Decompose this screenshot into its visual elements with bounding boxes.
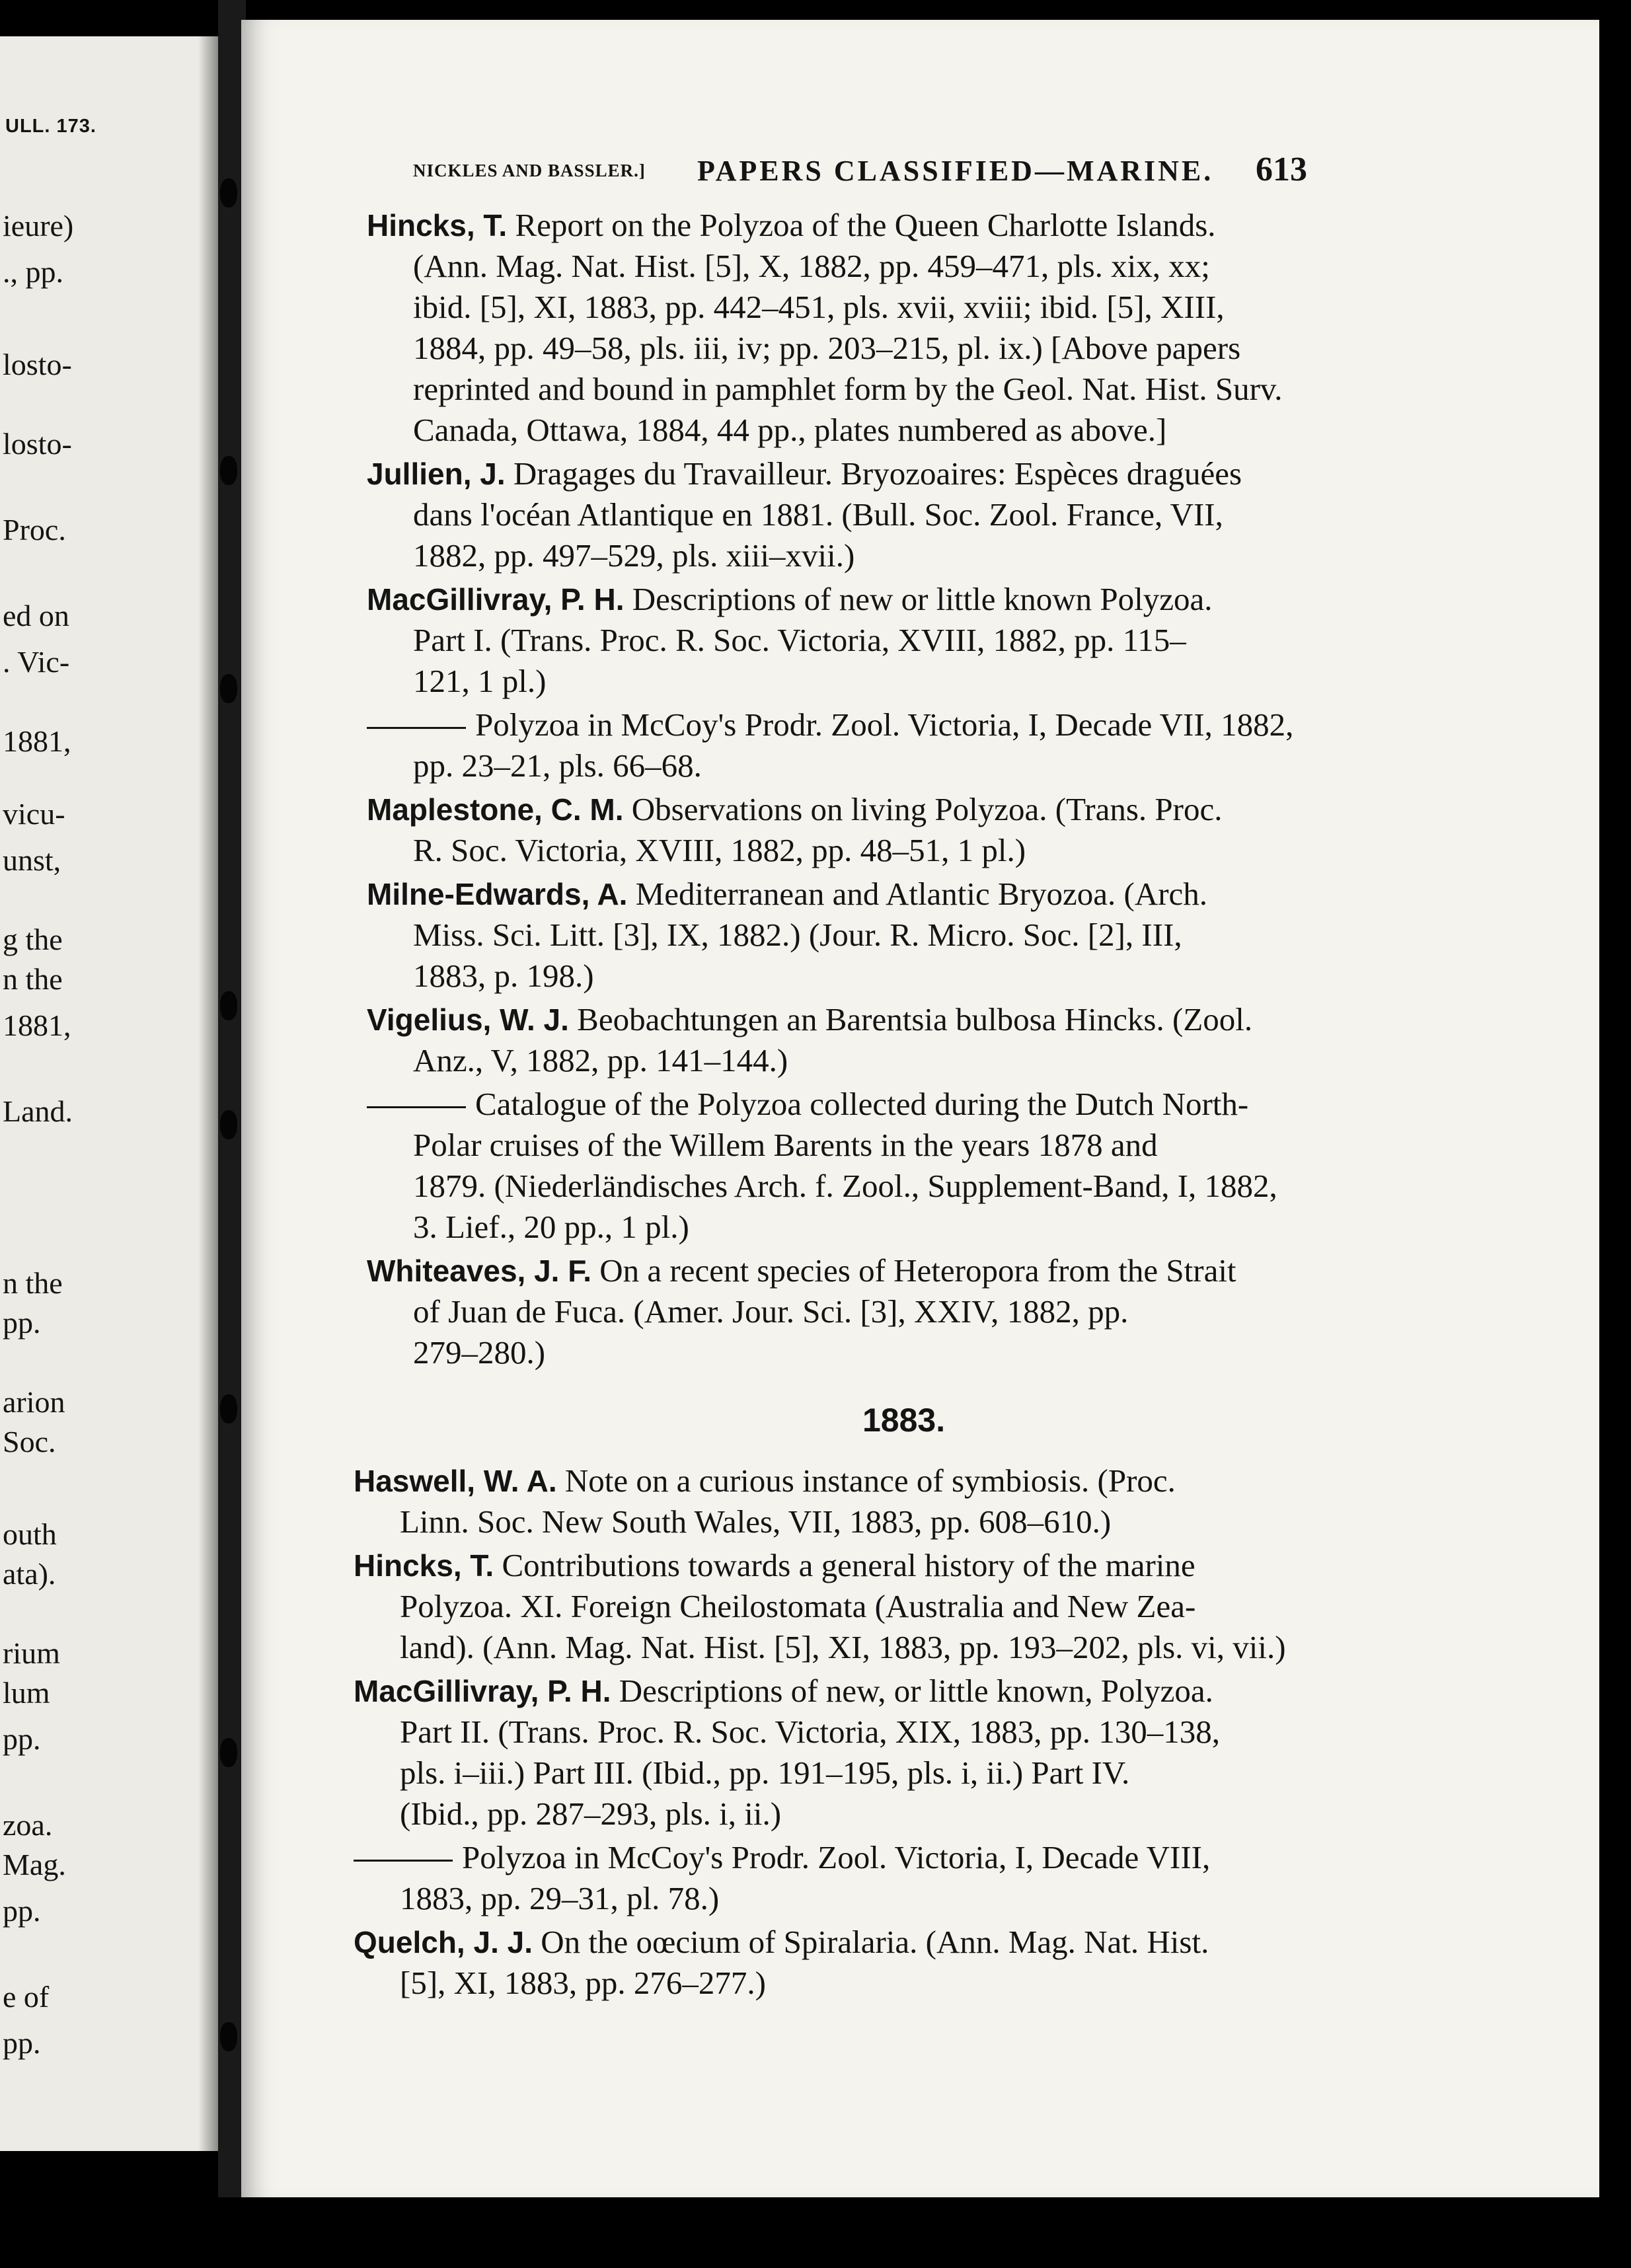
binding-thread-mark [220,2022,237,2051]
left-page-fragment: losto- [3,427,72,461]
left-page-fragment: e of [3,1980,50,2014]
entry-text: pls. i–iii.) Part III. (Ibid., pp. 191–195, pls. i, ii.) Part IV. [400,1755,1130,1791]
binding-thread-mark [220,674,237,703]
left-page-fragment: pp. [3,2026,41,2060]
entry-text: reprinted and bound in pamphlet form by the Geol. Nat. Hist. Surv. [413,371,1283,407]
entry-text: 1882, pp. 497–529, pls. xiii–xvii.) [413,537,855,574]
entry-line [367,956,1207,997]
entry-text: [5], XI, 1883, pp. 276–277.) [400,1965,766,2001]
entry-line [367,1332,1236,1373]
bibliography-entry [354,1922,1209,2004]
entry-line [354,1922,1209,1963]
entry-line [367,1291,1236,1332]
entry-text: Contributions towards a general history of the marine [502,1547,1195,1583]
left-page-fragment: arion [3,1385,65,1419]
entry-text: Anz., V, 1882, pp. 141–144.) [413,1042,788,1078]
entry-text: Beobachtungen an Barentsia bulbosa Hincks. (Zool. [577,1001,1253,1038]
entry-line [367,1250,1236,1291]
entry-author: MacGillivray, P. H. [367,582,625,617]
entry-line [367,874,1207,915]
entry-line [367,789,1222,830]
running-head-title: PAPERS CLASSIFIED—MARINE. [697,155,1214,187]
left-page-fragment: n the [3,1266,63,1300]
entry-line [367,579,1213,620]
entry-line [367,328,1283,369]
entry-line [367,1207,1277,1248]
entry-text: (Ibid., pp. 287–293, pls. i, ii.) [400,1796,782,1832]
entry-text: Catalogue of the Polyzoa collected during the Dutch North- [475,1086,1249,1122]
entry-text: land). (Ann. Mag. Nat. Hist. [5], XI, 1883, pp. 193–202, pls. vi, vii.) [400,1629,1286,1665]
entry-text: Polyzoa in McCoy's Prodr. Zool. Victoria, I, Decade VIII, [462,1839,1211,1875]
left-page-fragment: vicu- [3,797,65,831]
entry-line [367,1166,1277,1207]
entry-text: Polyzoa. XI. Foreign Cheilostomata (Australia and New Zea- [400,1588,1196,1624]
entry-text: Note on a curious instance of symbiosis. (Proc. [564,1462,1176,1499]
bibliography-entry [367,453,1242,576]
entry-author: Jullien, J. [367,457,506,491]
left-page-fragment: zoa. [3,1808,53,1842]
left-page-fragment: ., pp. [3,255,63,289]
page-header [241,149,1599,195]
bibliography-entry [367,1084,1277,1248]
entry-text: On the oœcium of Spiralaria. (Ann. Mag. Nat. Hist. [541,1924,1209,1960]
entry-line [367,410,1283,451]
bibliography-entry [354,1545,1286,1668]
left-page-running-head: ULL. 173. [5,116,96,137]
bibliography-entry [367,205,1283,451]
entry-text: dans l'océan Atlantique en 1881. (Bull. Soc. Zool. France, VII, [413,496,1223,533]
binding-thread-mark [220,991,237,1020]
entry-text: R. Soc. Victoria, XVIII, 1882, pp. 48–51, 1 pl.) [413,832,1026,868]
entry-line [367,369,1283,410]
entry-text: of Juan de Fuca. (Amer. Jour. Sci. [3], XXIV, 1882, pp. [413,1293,1129,1330]
entry-text: On a recent species of Heteropora from the Strait [599,1252,1236,1289]
scan-border-bottom [0,2197,1631,2268]
entry-line [354,1963,1209,2004]
entry-author: Vigelius, W. J. [367,1002,569,1037]
left-page-fragment: Mag. [3,1848,66,1881]
entry-line [354,1712,1220,1753]
left-page-edge-shadow [198,36,218,2151]
entry-text: Polar cruises of the Willem Barents in the years 1878 and [413,1127,1158,1163]
entry-author: Maplestone, C. M. [367,792,624,827]
left-page-fragment: ieure) [3,209,74,243]
entry-line [354,1586,1286,1627]
entry-line [367,830,1222,871]
ditto-dash [354,1860,453,1862]
entry-author: Hincks, T. [354,1548,494,1583]
entry-line [367,246,1283,287]
entry-line [354,1545,1286,1586]
bibliography-entry [367,1250,1236,1373]
binding-thread-mark [220,1738,237,1767]
entry-line [367,915,1207,956]
left-page-fragment: ed on [3,599,69,632]
bibliography-entry [367,579,1213,702]
entry-author: Whiteaves, J. F. [367,1254,592,1288]
entry-line [354,1794,1220,1834]
left-page-fragment: 1881, [3,724,71,758]
entry-text: 1883, p. 198.) [413,958,594,994]
entry-text: (Ann. Mag. Nat. Hist. [5], X, 1882, pp. 459–471, pls. xix, xx; [413,248,1210,284]
left-page-fragment: pp. [3,1722,41,1756]
left-page [0,36,218,2151]
running-head-authors: NICKLES AND BASSLER.] [413,161,646,180]
binding-thread-mark [220,178,237,208]
left-page-fragment: lum [3,1676,50,1710]
entry-line [367,620,1213,661]
entry-text: 279–280.) [413,1334,546,1371]
left-page-fragment: Soc. [3,1425,56,1458]
entry-text: 1879. (Niederländisches Arch. f. Zool., Supplement-Band, I, 1882, [413,1168,1277,1204]
left-page-fragment: outh [3,1517,57,1551]
page-number: 613 [1256,151,1307,188]
entry-text: Dragages du Travailleur. Bryozoaires: Espèces draguées [513,455,1242,492]
entry-text: Canada, Ottawa, 1884, 44 pp., plates numbered as above.] [413,412,1167,448]
bibliography-entry [354,1460,1176,1542]
left-page-fragment: . Vic- [3,645,70,679]
entry-text: 1884, pp. 49–58, pls. iii, iv; pp. 203–215, pl. ix.) [Above papers [413,330,1241,366]
entry-author: Hincks, T. [367,208,508,243]
entry-line [354,1501,1176,1542]
entry-line [354,1627,1286,1668]
year-heading: 1883. [862,1402,946,1439]
entry-line [367,1040,1252,1081]
entry-line [367,1125,1277,1166]
ditto-dash [367,1106,466,1108]
entry-line [354,1671,1220,1712]
entry-line [367,453,1242,494]
bibliography-entry [354,1837,1210,1919]
left-page-fragment: unst, [3,843,61,877]
ditto-dash [367,727,466,729]
left-page-fragment: losto- [3,348,72,381]
entry-line [367,704,1293,745]
entry-text: Polyzoa in McCoy's Prodr. Zool. Victoria, I, Decade VII, 1882, [475,706,1294,743]
entry-line [367,494,1242,535]
entry-line [367,999,1252,1040]
entry-line [367,205,1283,246]
left-page-fragment: pp. [3,1306,41,1340]
binding-thread-mark [220,456,237,485]
bibliography-entry [367,789,1222,871]
entry-text: Linn. Soc. New South Wales, VII, 1883, pp. 608–610.) [400,1503,1112,1540]
bibliography-entry [367,704,1293,786]
entry-author: Milne-Edwards, A. [367,877,628,911]
left-page-fragment: g the [3,923,63,956]
entry-line [354,1460,1176,1501]
entry-text: Observations on living Polyzoa. (Trans. Proc. [631,791,1223,827]
bibliography-entry [367,999,1252,1081]
entry-text: Report on the Polyzoa of the Queen Charlotte Islands. [515,207,1216,243]
entry-text: Part II. (Trans. Proc. R. Soc. Victoria, XIX, 1883, pp. 130–138, [400,1714,1221,1750]
entry-text: ibid. [5], XI, 1883, pp. 442–451, pls. xvii, xviii; ibid. [5], XIII, [413,289,1225,325]
entry-line [354,1837,1210,1878]
entry-text: 121, 1 pl.) [413,663,547,699]
entry-text: Descriptions of new, or little known, Polyzoa. [619,1673,1213,1709]
entry-line [354,1753,1220,1794]
bibliography-entry [367,874,1207,997]
left-page-fragment: ata). [3,1557,56,1591]
binding-thread-mark [220,1110,237,1139]
entry-line [367,745,1293,786]
left-page-fragment: Proc. [3,513,66,547]
left-page-fragment: rium [3,1636,60,1670]
left-page-fragment: n the [3,962,63,996]
binding-thread-mark [220,1394,237,1423]
entry-text: Miss. Sci. Litt. [3], IX, 1882.) (Jour. R. Micro. Soc. [2], III, [413,917,1182,953]
entry-author: Haswell, W. A. [354,1464,557,1498]
entry-author: Quelch, J. J. [354,1925,533,1959]
entry-text: 1883, pp. 29–31, pl. 78.) [400,1880,720,1916]
entry-text: Mediterranean and Atlantic Bryozoa. (Arch. [635,876,1208,912]
entry-text: Descriptions of new or little known Polyzoa. [632,581,1213,617]
entry-line [354,1878,1210,1919]
entry-line [367,1084,1277,1125]
entry-text: pp. 23–21, pls. 66–68. [413,747,702,784]
entry-text: 3. Lief., 20 pp., 1 pl.) [413,1209,689,1245]
entry-line [367,535,1242,576]
left-page-fragment: 1881, [3,1008,71,1042]
entry-text: Part I. (Trans. Proc. R. Soc. Victoria, XVIII, 1882, pp. 115– [413,622,1186,658]
left-page-fragment: pp. [3,1894,41,1928]
entry-line [367,287,1283,328]
entry-line [367,661,1213,702]
right-page [241,20,1599,2197]
bibliography-entry [354,1671,1220,1834]
left-page-fragment: Land. [3,1094,73,1128]
entry-author: MacGillivray, P. H. [354,1674,611,1708]
